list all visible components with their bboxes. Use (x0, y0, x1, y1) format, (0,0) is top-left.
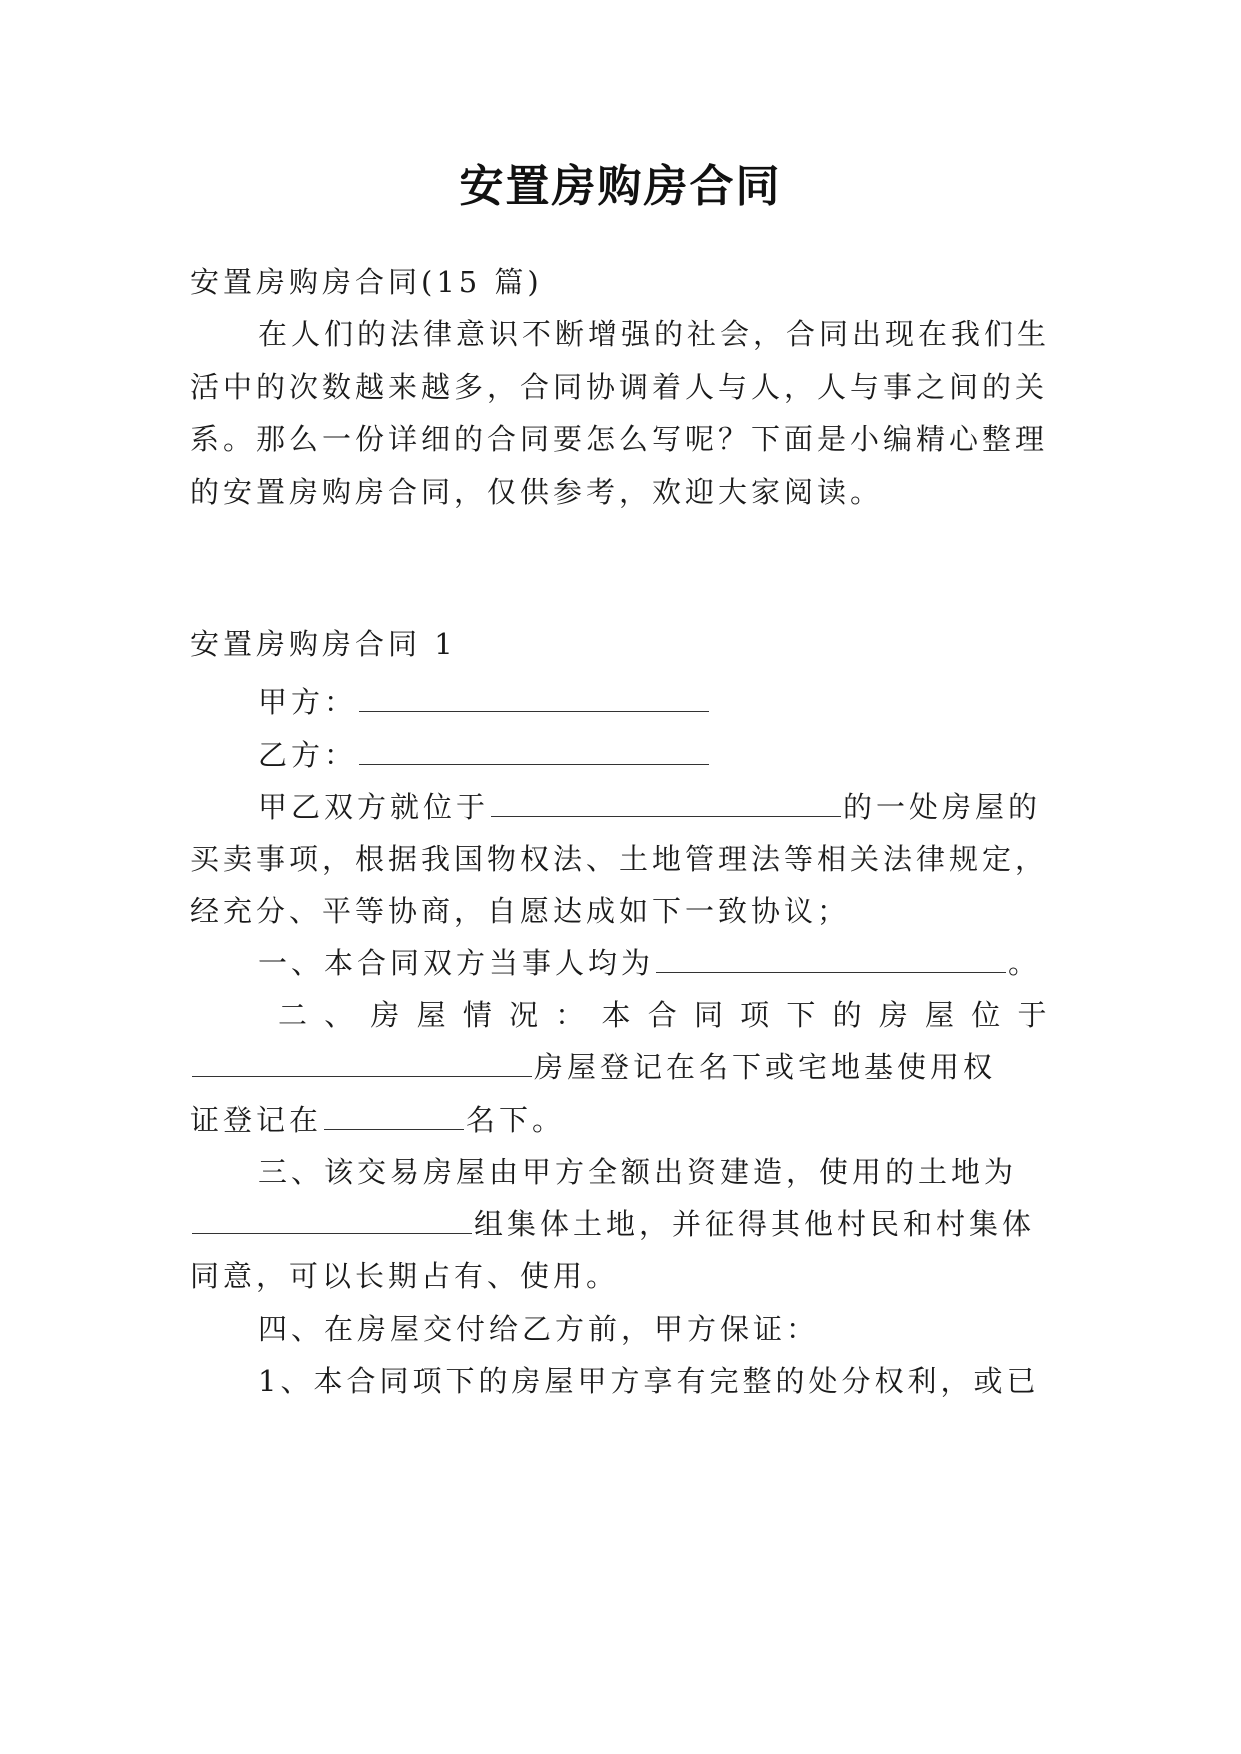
intro-line-2: 活中的次数越来越多，合同协调着人与人，人与事之间的关 (190, 370, 1049, 404)
clause-2-line-1: 二 、 房 屋 情 况 ： 本 合 同 项 下 的 房 屋 位 于 (278, 998, 1051, 1032)
clause-2-text: 房屋登记在名下或宅地基使用权 (534, 1050, 997, 1084)
clause-1-line (258, 934, 1128, 993)
clause-3-text: 组集体土地，并征得其他村民和村集体 (474, 1207, 1036, 1241)
intro-line-3: 系。那么一份详细的合同要怎么写呢？下面是小编精心整理 (190, 422, 1049, 456)
clause-3-line-1: 三、该交易房屋由甲方全额出资建造，使用的土地为 (258, 1155, 1018, 1189)
intro-line-4: 的安置房购房合同，仅供参考，欢迎大家阅读。 (190, 475, 884, 509)
party-b-label: 乙方： (258, 738, 358, 772)
section-heading: 安置房购房合同 1 (190, 627, 457, 661)
party-a-blank (359, 679, 709, 712)
clause-2-text-a: 证登记在 (190, 1103, 323, 1137)
land-group-blank (192, 1201, 472, 1234)
house-location-blank (192, 1044, 532, 1077)
document-subtitle: 安置房购房合同(15 篇) (190, 265, 543, 299)
parties-blank (656, 940, 1006, 973)
clause-2-text-b: 名下。 (466, 1103, 566, 1137)
party-b-blank (359, 732, 709, 765)
paragraph-1-text-b: 的一处房屋的 (843, 790, 1042, 824)
paragraph-1-line-1 (258, 778, 1128, 837)
registrant-blank (324, 1097, 464, 1130)
clause-2-line-2 (190, 1038, 1060, 1097)
clause-4-line: 四、在房屋交付给乙方前，甲方保证： (258, 1312, 820, 1346)
paragraph-1-line-2: 买卖事项，根据我国物权法、土地管理法等相关法律规定， (190, 842, 1049, 876)
clause-3-line-2 (190, 1195, 1060, 1254)
party-a-line (258, 673, 1128, 732)
paragraph-1-line-3: 经充分、平等协商，自愿达成如下一致协议； (190, 894, 851, 928)
location-blank (491, 784, 841, 817)
paragraph-1-text-a: 甲乙双方就位于 (258, 790, 490, 824)
clause-4-item-1-line: 1、本合同项下的房屋甲方享有完整的处分权利，或已 (258, 1364, 1040, 1398)
clause-2-line-3 (190, 1091, 1060, 1150)
clause-3-line-3: 同意，可以长期占有、使用。 (190, 1259, 620, 1293)
clause-1-text-b: 。 (1008, 946, 1042, 980)
document-title: 安置房购房合同 (459, 161, 782, 212)
clause-1-text-a: 一、本合同双方当事人均为 (258, 946, 655, 980)
party-b-line (258, 726, 1128, 785)
party-a-label: 甲方： (258, 685, 358, 719)
intro-line-1: 在人们的法律意识不断增强的社会，合同出现在我们生 (258, 317, 1051, 351)
